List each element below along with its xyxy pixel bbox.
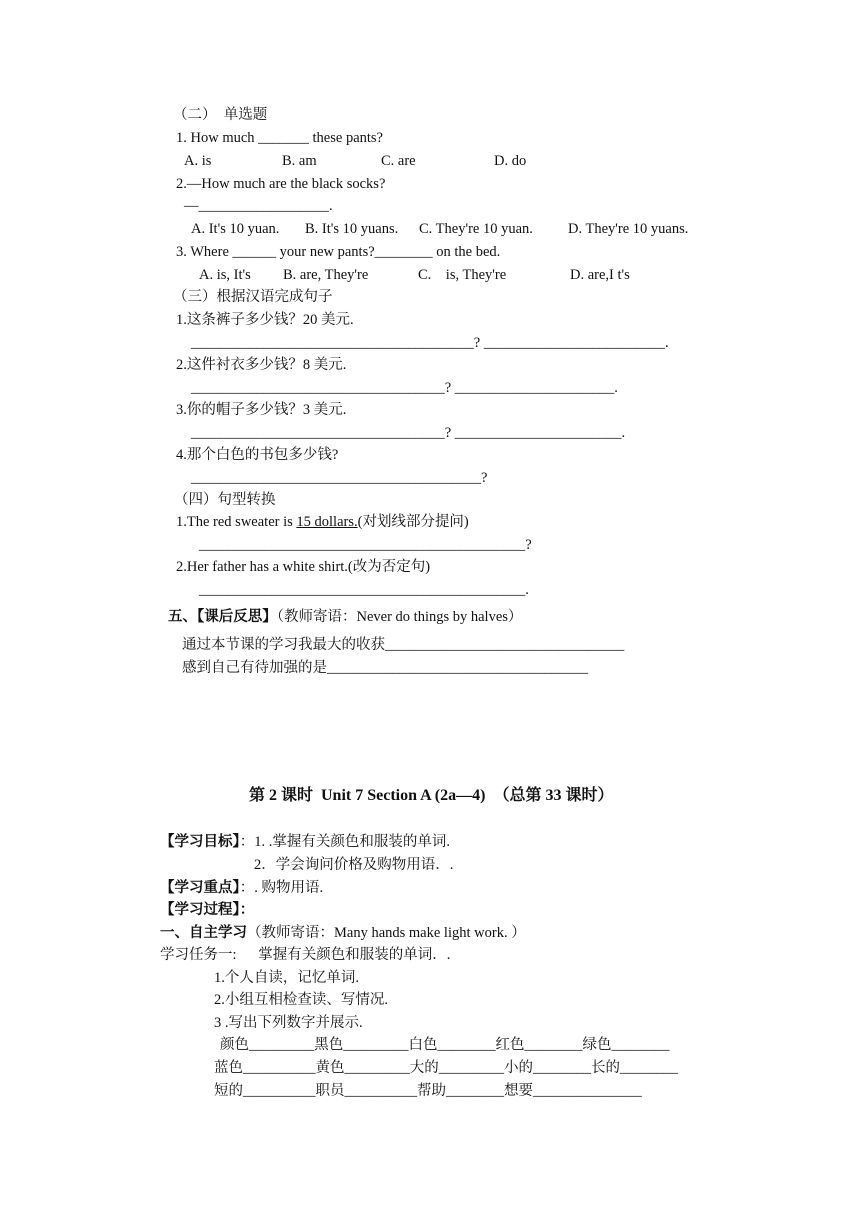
reflection-gain: 通过本节课的学习我最大的收获_________________________________ [182,637,625,653]
q2-option-d: D. They're 10 yuans. [568,221,689,237]
task-item-2: 2.小组互相检查读、写情况. [214,992,388,1008]
transform-1-underlined: 15 dollars. [296,514,358,530]
learning-focus [160,879,323,897]
learning-process-colon: ： [239,902,255,918]
transform-2: 2.Her father has a white shirt.(改为否定句) [176,559,431,575]
question-2: 2.—How much are the black socks? [176,176,386,192]
q3-option-c: C. is, They're [418,267,507,283]
q1-option-b: B. am [282,153,317,169]
vocab-row-1: 颜色_________黑色_________白色________红色________绿色________ [220,1037,670,1053]
vocab-row-2: 蓝色__________黄色_________大的_________小的________长的________ [214,1060,678,1076]
section-3-heading: （三）根据汉语完成句子 [173,289,333,305]
transform-1 [176,513,469,531]
translate-1-blank: _______________________________________? _________________________. [191,335,669,351]
question-3: 3. Where ______ your new pants?________ on the bed. [176,244,501,260]
question-1: 1. How much _______ these pants? [176,130,383,146]
translate-3: 3.你的帽子多少钱？3 美元. [176,402,347,418]
learning-process [160,901,254,919]
transform-1-blank: _____________________________________________? [199,537,532,553]
section-5-label: 【课后反思】 [197,609,277,625]
section-5-motto: （教师寄语：Never do things by halves） [276,609,523,625]
translate-4: 4.那个白色的书包多少钱? [176,447,339,463]
q2-option-c: C. They're 10 yuan. [419,221,533,237]
self-study-heading [160,924,526,942]
q1-option-a: A. is [184,153,212,169]
learning-focus-label: 【学习重点】 [160,880,240,896]
learning-process-label: 【学习过程】 [160,902,240,918]
translate-3-blank: ___________________________________? _______________________. [191,425,626,441]
self-study-label: 一、自主学习 [160,925,247,941]
task-item-3: 3 .写出下列数字并展示. [214,1015,363,1031]
section-5-heading [168,608,522,626]
section-2-heading: （二） 单选题 [173,107,268,123]
transform-1-instruction: (对划线部分提问) [357,514,469,530]
q1-option-c: C. are [381,153,416,169]
learning-focus-text: ：. 购物用语. [239,880,324,896]
learning-goal-1: ：1. .掌握有关颜色和服装的单词. [239,834,450,850]
translate-2: 2.这件衬衣多少钱？8 美元. [176,357,347,373]
section-4-heading: （四）句型转换 [174,492,276,508]
section-5-number: 五、 [168,609,197,625]
reflection-improve: 感到自己有待加强的是____________________________________ [182,660,588,676]
transform-1-prefix: 1.The red sweater is [176,514,297,530]
q1-option-d: D. do [494,153,527,169]
self-study-motto: （教师寄语：Many hands make light work. ） [247,925,526,941]
q3-option-d: D. are,I t's [570,267,630,283]
learning-goals-1 [160,833,450,851]
learning-goal-2: 2．学会询问价格及购物用语．. [254,857,454,873]
q2-option-b: B. It's 10 yuans. [305,221,399,237]
lesson-title: 第 2 课时 Unit 7 Section A (2a—4) （总第 33 课时） [249,787,614,804]
q3-option-a: A. is, It's [199,267,251,283]
task-1: 学习任务一: 掌握有关颜色和服装的单词．. [160,947,451,963]
vocab-row-3: 短的__________职员__________帮助________想要_______________ [214,1083,642,1099]
task-item-1: 1.个人自读，记忆单词. [214,970,359,986]
translate-4-blank: ________________________________________? [191,470,488,486]
translate-2-blank: ___________________________________? ______________________. [191,380,618,396]
learning-goals-label: 【学习目标】 [160,834,240,850]
q2-answer-blank: —__________________. [184,198,333,214]
q2-option-a: A. It's 10 yuan. [191,221,280,237]
translate-1: 1.这条裤子多少钱？20 美元. [176,312,354,328]
q3-option-b: B. are, They're [283,267,369,283]
transform-2-blank: _____________________________________________. [199,582,529,598]
